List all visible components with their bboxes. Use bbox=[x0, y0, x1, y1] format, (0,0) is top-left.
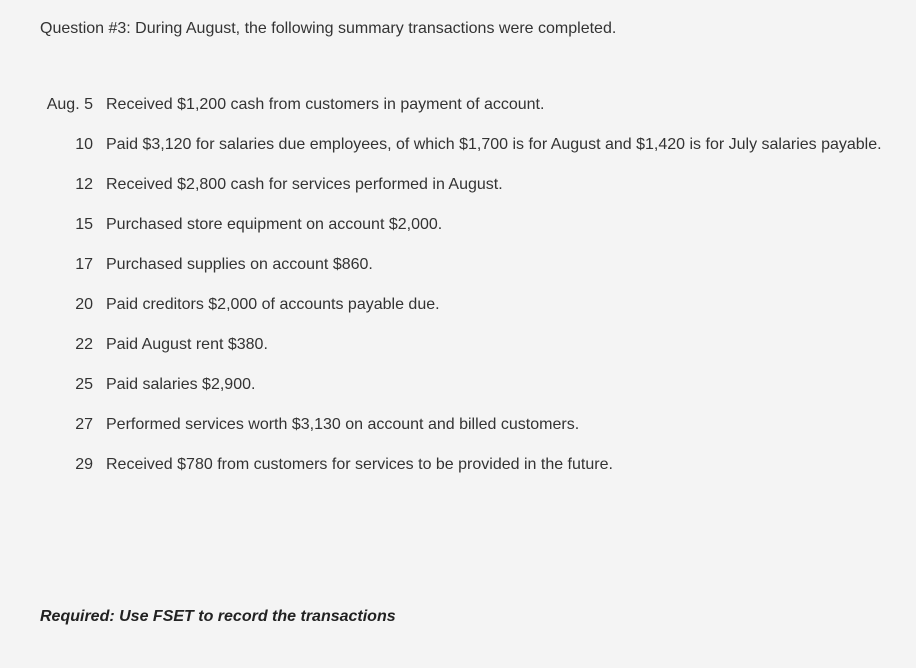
transaction-description: Received $2,800 cash for services performed in August. bbox=[106, 176, 503, 193]
transaction-date: 17 bbox=[75, 256, 93, 273]
transaction-row bbox=[40, 134, 910, 174]
question-heading: Question #3: During August, the following summary transactions were completed. bbox=[40, 20, 617, 37]
transaction-date: Aug. 5 bbox=[46, 96, 93, 113]
transaction-row bbox=[40, 454, 910, 494]
transaction-row bbox=[40, 294, 910, 334]
transaction-description: Received $780 from customers for services to be provided in the future. bbox=[106, 456, 613, 473]
transaction-row bbox=[40, 334, 910, 374]
transaction-description: Paid August rent $380. bbox=[106, 336, 268, 353]
transaction-description: Paid $3,120 for salaries due employees, of which $1,700 is for August and $1,420 is for July salaries payable. bbox=[106, 136, 882, 153]
transaction-date: 22 bbox=[75, 336, 93, 353]
transaction-date: 10 bbox=[75, 136, 93, 153]
transaction-date: 20 bbox=[75, 296, 93, 313]
transaction-row bbox=[40, 254, 910, 294]
transaction-date: 15 bbox=[75, 216, 93, 233]
transaction-description: Purchased supplies on account $860. bbox=[106, 256, 373, 273]
transaction-description: Paid creditors $2,000 of accounts payable due. bbox=[106, 296, 440, 313]
transaction-date: 29 bbox=[75, 456, 93, 473]
transaction-row bbox=[40, 214, 910, 254]
transaction-row bbox=[40, 94, 910, 134]
transaction-row bbox=[40, 414, 910, 454]
transaction-date: 12 bbox=[75, 176, 93, 193]
transaction-list bbox=[40, 94, 910, 494]
required-instruction: Required: Use FSET to record the transactions bbox=[40, 608, 396, 625]
transaction-row bbox=[40, 374, 910, 414]
transaction-description: Received $1,200 cash from customers in payment of account. bbox=[106, 96, 545, 113]
transaction-date: 25 bbox=[75, 376, 93, 393]
transaction-description: Performed services worth $3,130 on account and billed customers. bbox=[106, 416, 580, 433]
transaction-row bbox=[40, 174, 910, 214]
transaction-date: 27 bbox=[75, 416, 93, 433]
transaction-description: Paid salaries $2,900. bbox=[106, 376, 256, 393]
transaction-description: Purchased store equipment on account $2,000. bbox=[106, 216, 443, 233]
